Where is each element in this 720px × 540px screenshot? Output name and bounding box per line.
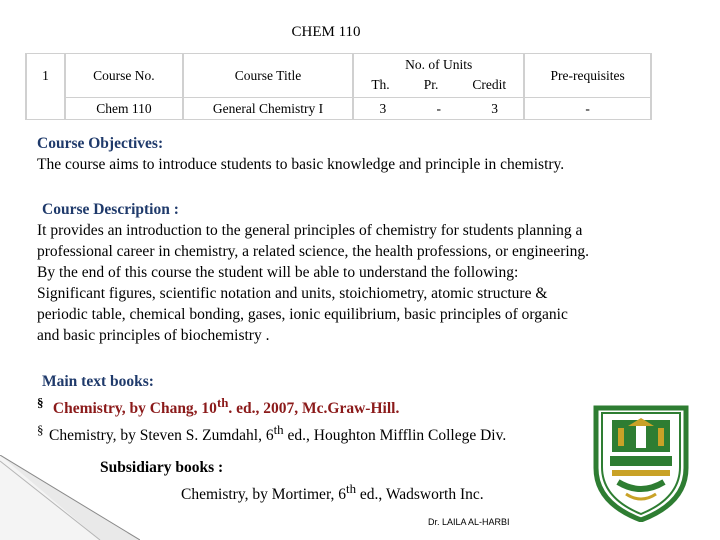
header-course-no: Course No. xyxy=(65,54,183,98)
description-line: By the end of this course the student will be able to understand the following: xyxy=(37,264,519,281)
book-title: Chemistry, by Mortimer, 6 xyxy=(181,486,346,504)
university-logo-icon xyxy=(588,398,694,522)
page-title: CHEM 110 xyxy=(291,24,361,40)
subsidiary-section xyxy=(100,457,580,505)
cell-prereq: - xyxy=(524,98,651,120)
main-books-section xyxy=(37,371,657,446)
cell-units xyxy=(353,98,524,120)
header-pr: Pr. xyxy=(423,76,439,92)
book-details: ed., Houghton Mifflin College Div. xyxy=(283,427,507,445)
header-units-label: No. of Units xyxy=(405,56,473,72)
header-course-title: Course Title xyxy=(183,54,354,98)
table-row xyxy=(26,98,651,120)
description-line: Significant figures, scientific notation and units, stoichiometry, atomic structure & xyxy=(37,285,548,302)
description-heading: Course Description : xyxy=(42,201,179,218)
book-title: Chemistry, by Chang, 10 xyxy=(52,400,217,418)
header-credit: Credit xyxy=(472,76,507,92)
cell-pr: - xyxy=(436,100,441,116)
objectives-section xyxy=(37,133,697,175)
main-books-heading: Main text books: xyxy=(42,373,154,390)
subsidiary-book xyxy=(100,478,580,505)
square-bullet-icon: § xyxy=(37,395,44,410)
author-signature: Dr. LAILA AL-HARBI xyxy=(428,517,510,527)
cell-course-no: Chem 110 xyxy=(65,98,183,120)
book-superscript: th xyxy=(345,481,357,496)
book-title: Chemistry, by Steven S. Zumdahl, 6 xyxy=(49,427,274,445)
book-superscript: th xyxy=(273,422,284,438)
book-details: ed., Wadsworth Inc. xyxy=(356,486,484,504)
cell-course-title: General Chemistry I xyxy=(183,98,354,120)
cell-th: 3 xyxy=(379,100,387,116)
description-section xyxy=(37,199,697,346)
list-item xyxy=(37,392,657,419)
header-units xyxy=(353,54,524,98)
header-prereq: Pre-requisites xyxy=(524,54,651,98)
description-line: and basic principles of biochemistry . xyxy=(37,327,270,344)
description-line: periodic table, chemical bonding, gases, ionic equilibrium, basic principles of organic xyxy=(37,306,568,323)
description-line: It provides an introduction to the general principles of chemistry for students planning a xyxy=(37,222,583,239)
header-th: Th. xyxy=(371,76,390,92)
table-header-row xyxy=(26,54,651,98)
cell-credit: 3 xyxy=(491,100,499,116)
subsidiary-heading: Subsidiary books : xyxy=(100,459,224,476)
square-bullet-icon: § xyxy=(37,422,44,438)
course-info-table xyxy=(25,53,652,120)
main-books-list xyxy=(37,392,657,446)
row-index: 1 xyxy=(26,54,65,120)
objectives-heading: Course Objectives: xyxy=(37,135,164,152)
book-details: . ed., 2007, Mc.Graw-Hill. xyxy=(228,400,400,418)
objectives-text: The course aims to introduce students to basic knowledge and principle in chemistry. xyxy=(37,156,565,173)
description-line: professional career in chemistry, a related science, the health professions, or engineering. xyxy=(37,243,590,260)
list-item xyxy=(37,419,657,446)
book-superscript: th xyxy=(216,395,229,410)
decorative-wedge-icon xyxy=(0,455,140,540)
